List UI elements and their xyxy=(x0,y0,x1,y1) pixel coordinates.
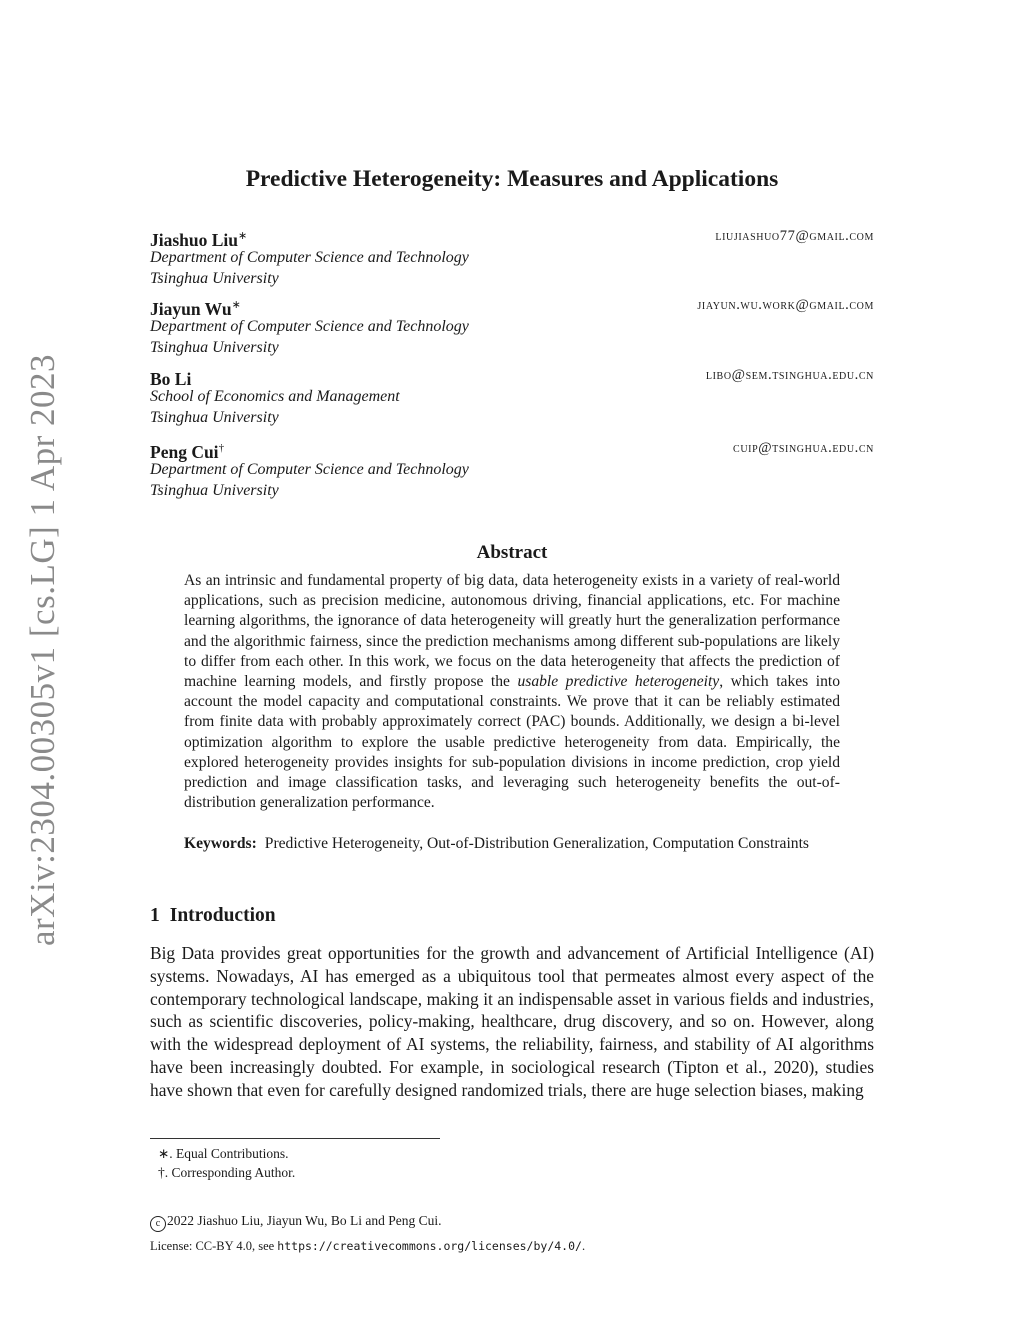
footnotes xyxy=(150,1144,295,1182)
author-block xyxy=(150,225,874,289)
author-institution: Tsinghua University xyxy=(150,482,279,499)
author-name: Jiayun Wu∗ xyxy=(150,298,241,319)
author-block xyxy=(150,294,874,358)
author-email[interactable]: cuip@tsinghua.edu.cn xyxy=(733,440,874,456)
footnote-corresponding-author: †. Corresponding Author. xyxy=(158,1165,296,1180)
author-name: Peng Cui† xyxy=(150,441,225,462)
author-institution: Tsinghua University xyxy=(150,409,279,426)
author-email[interactable]: liujiashuo77@gmail.com xyxy=(715,228,874,244)
footnote-equal-contribution: ∗. Equal Contributions. xyxy=(158,1146,289,1161)
author-affiliation: Department of Computer Science and Technology xyxy=(150,249,469,266)
introduction-text: Big Data provides great opportunities for the growth and advancement of Artificial Intelligence (AI) systems. Nowadays, AI has emerged as a ubiquitous tool that permeates almost every aspect of the contemporary technological landscape, making it an indispensable asset in various fields and industries, such as scientific discoveries, policy-making, healthcare, drug discovery, and so on. However, along with the widespread deployment of AI systems, the reliability, fairness, and stability of AI algorithms have been increasingly doubted. For example, in sociological research (Tipton et al., 2020), studies have shown that even for carefully designed randomized trials, there are huge selection biases, making xyxy=(150,943,874,1100)
copyright-notice: c 2022 Jiashuo Liu, Jiayun Wu, Bo Li and Peng Cui. xyxy=(150,1213,441,1232)
keywords-label: Keywords: xyxy=(184,835,257,852)
author-block xyxy=(150,364,874,428)
author-affiliation: School of Economics and Management xyxy=(150,388,400,405)
section-heading: 1 Introduction xyxy=(150,905,276,926)
author-institution: Tsinghua University xyxy=(150,339,279,356)
author-institution: Tsinghua University xyxy=(150,270,279,287)
abstract-heading: Abstract xyxy=(476,542,548,563)
abstract-text: As an intrinsic and fundamental property of big data, data heterogeneity exists in a variety of real-world applications, such as precision medicine, autonomous driving, financial applications, etc. For machine learning algorithms, the ignorance of data heterogeneity will greatly hurt the generalization performance and the algorithmic fairness, since the prediction mechanisms among different sub-populations are likely to differ from each other. In this work, we focus on the data heterogeneity that affects the prediction of machine learning models, and firstly propose the usable predictive heterogeneity, which takes into account the model capacity and computational constraints. We prove that it can be reliably estimated from finite data with probably approximately correct (PAC) bounds. Additionally, we design a bi-level optimization algorithm to explore the usable predictive heterogeneity from data. Empirically, the explored heterogeneity provides insights for sub-population divisions in income prediction, crop yield prediction and image classification tasks, and leveraging such heterogeneity benefits the out-of-distribution generalization performance. xyxy=(184,572,840,812)
keywords xyxy=(184,834,840,854)
author-name: Bo Li xyxy=(150,368,192,389)
author-name: Jiashuo Liu∗ xyxy=(150,229,248,250)
author-email[interactable]: libo@sem.tsinghua.edu.cn xyxy=(705,367,874,383)
license-link[interactable]: https://creativecommons.org/licenses/by/4.0/ xyxy=(277,1239,582,1253)
arxiv-id: arXiv:2304.00305v1 [cs.LG] 1 Apr 2023 xyxy=(23,353,63,947)
author-affiliation: Department of Computer Science and Technology xyxy=(150,318,469,335)
author-block xyxy=(150,437,874,501)
arxiv-watermark xyxy=(8,353,78,947)
paper-title: Predictive Heterogeneity: Measures and Applications xyxy=(245,166,779,192)
author-affiliation: Department of Computer Science and Technology xyxy=(150,461,469,478)
author-email[interactable]: jiayun.wu.work@gmail.com xyxy=(697,297,874,313)
license-notice: License: CC-BY 4.0, see https://creativecommons.org/licenses/by/4.0/. xyxy=(150,1239,586,1253)
keywords-text: Predictive Heterogeneity, Out-of-Distribution Generalization, Computation Constraints xyxy=(264,835,809,852)
copyright-icon: c xyxy=(150,1216,166,1232)
footnote-divider xyxy=(150,1138,440,1139)
